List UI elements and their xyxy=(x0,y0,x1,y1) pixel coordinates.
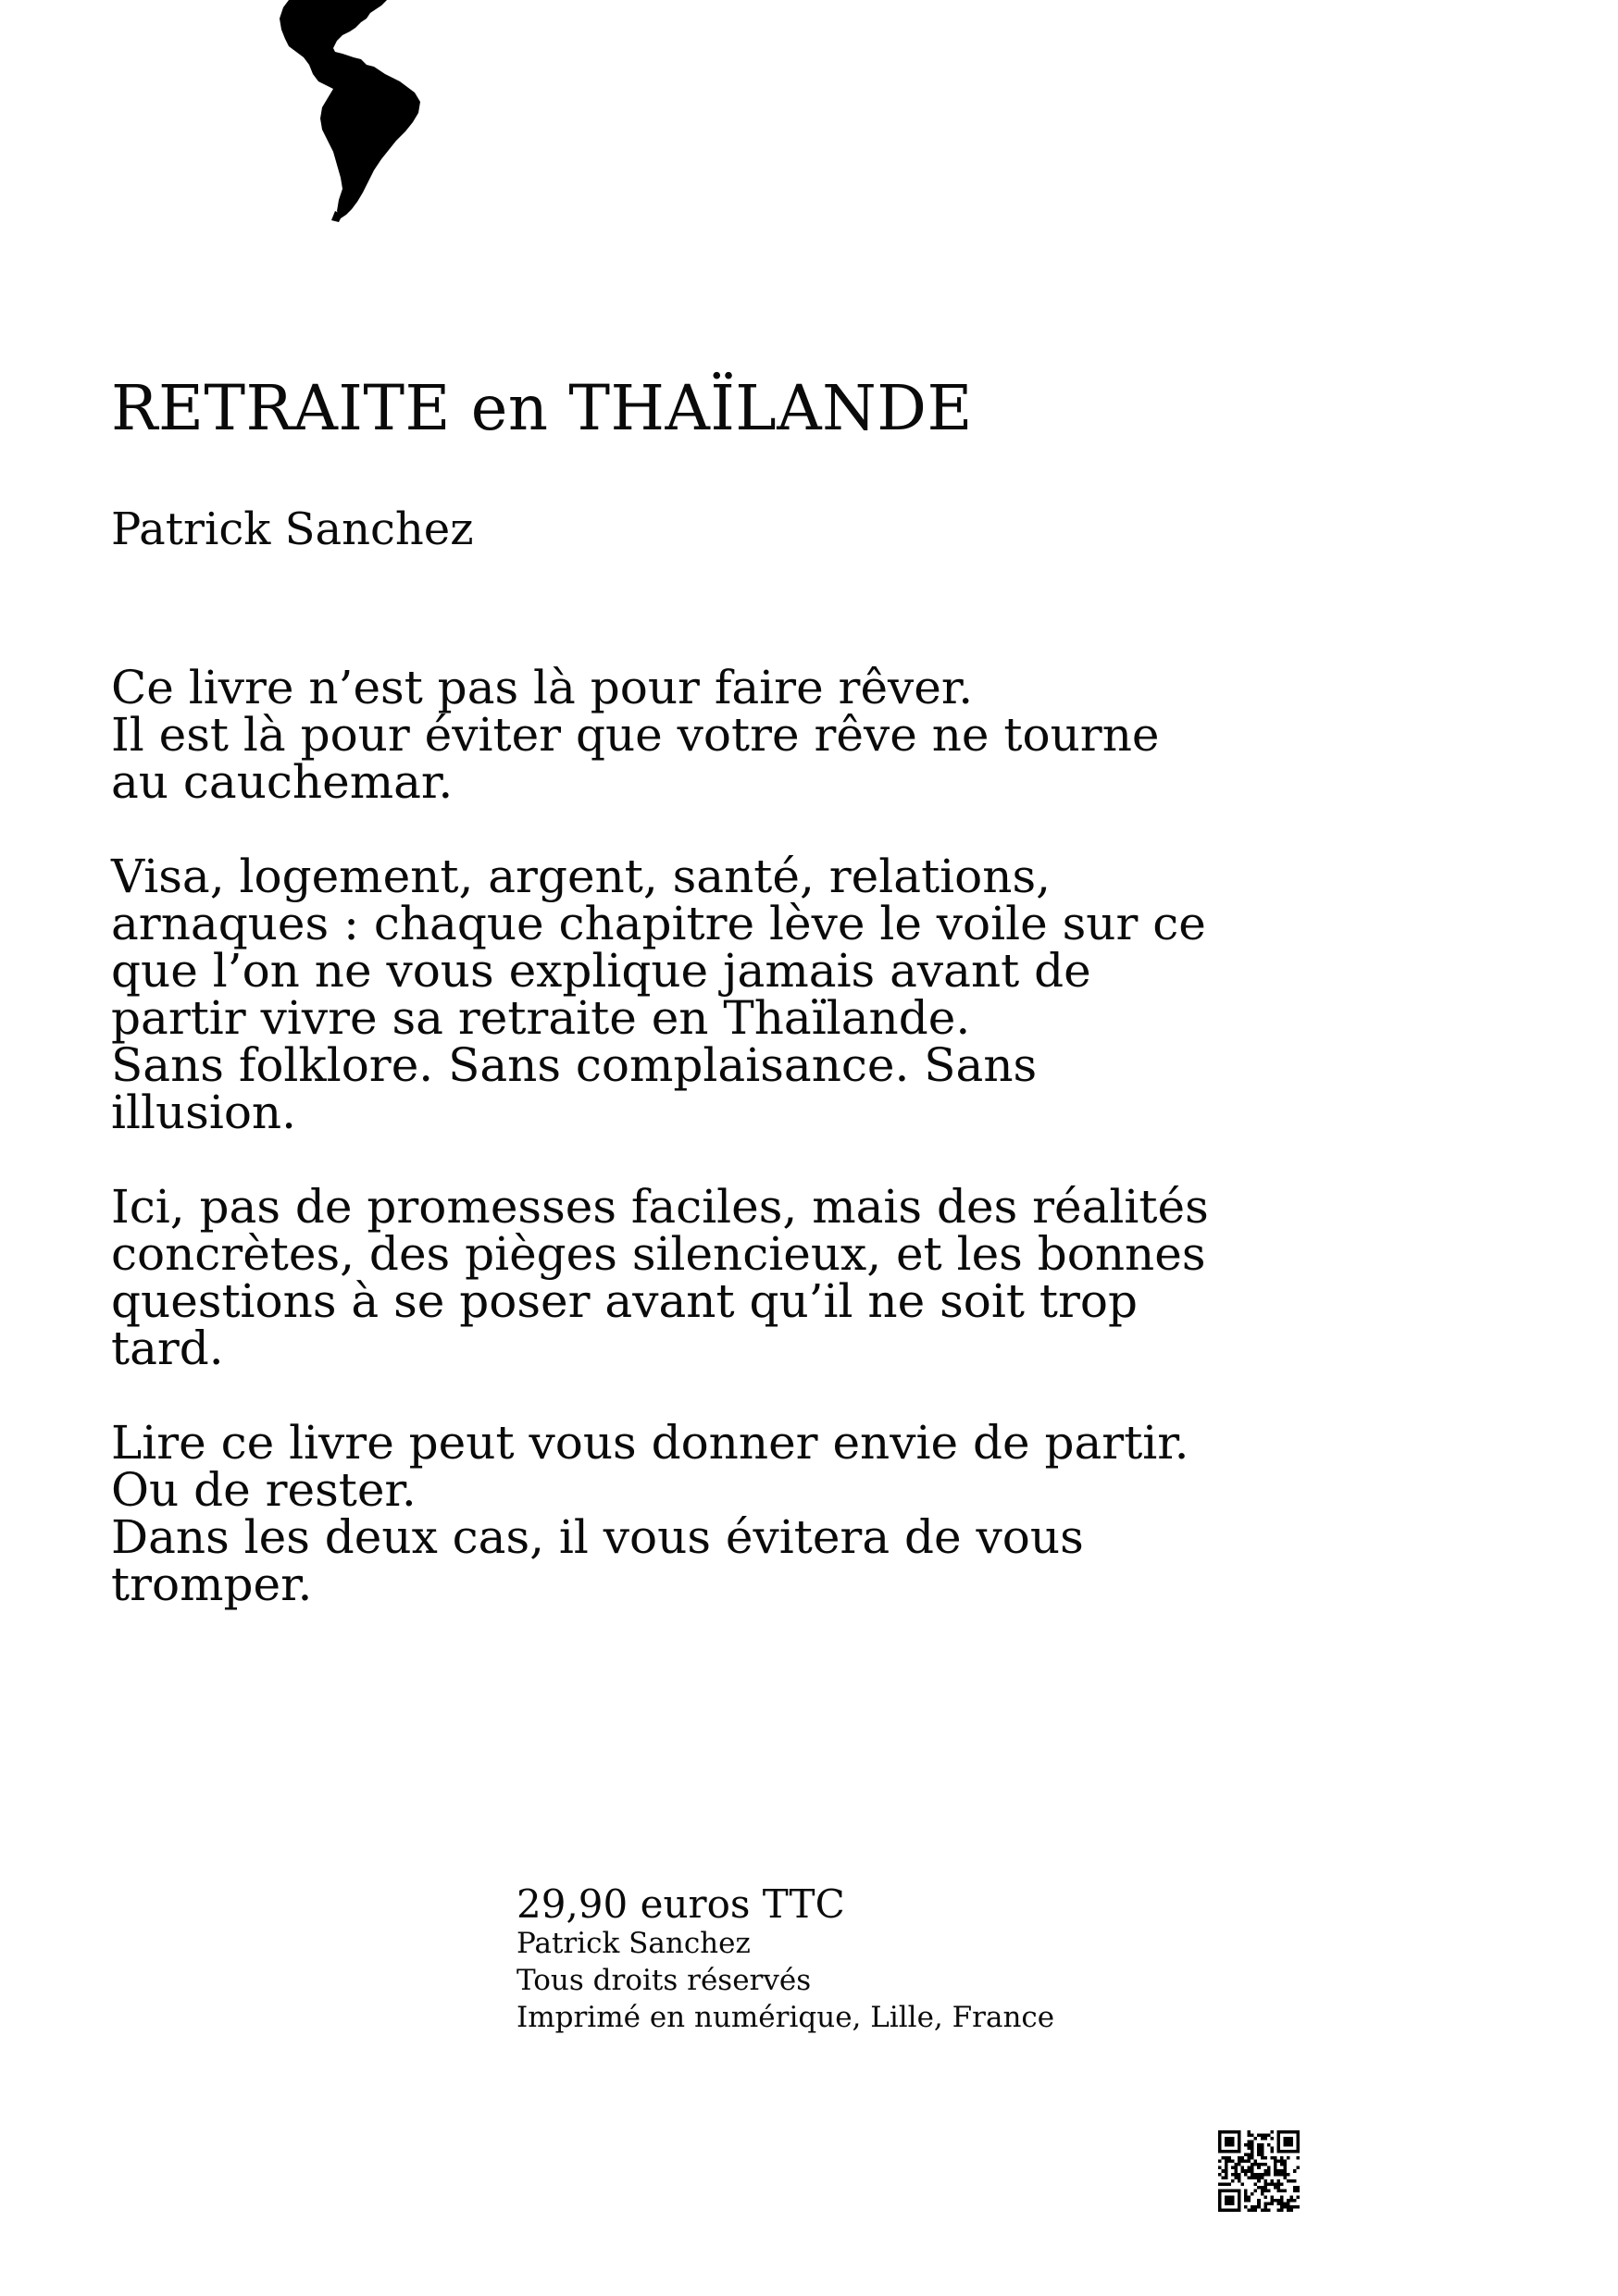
book-title: RETRAITE en THAÏLANDE xyxy=(111,372,973,444)
imprint-author: Patrick Sanchez xyxy=(517,1927,751,1960)
blurb-line: Ou de rester. xyxy=(111,1463,417,1517)
price-label: 29,90 euros TTC xyxy=(517,1881,845,1927)
blurb-line: tromper. xyxy=(111,1558,313,1611)
print-location: Imprimé en numérique, Lille, France xyxy=(517,2001,1055,2034)
blurb-line: Ce livre n’est pas là pour faire rêver. xyxy=(111,661,974,714)
qr-code-icon xyxy=(1218,2130,1300,2212)
blurb-line: Ici, pas de promesses faciles, mais des réalités xyxy=(111,1180,1209,1234)
blurb-line: concrètes, des pièges silencieux, et les bonnes xyxy=(111,1227,1206,1281)
blurb-paragraph xyxy=(111,1180,1268,1375)
blurb-line: partir vivre sa retraite en Thaïlande. xyxy=(111,991,971,1045)
americas-map-icon xyxy=(278,0,481,222)
blurb-line: Sans folklore. Sans complaisance. Sans xyxy=(111,1038,1038,1092)
blurb-paragraph xyxy=(111,1416,1268,1611)
blurb-line: Lire ce livre peut vous donner envie de partir. xyxy=(111,1416,1189,1470)
back-cover-blurb xyxy=(111,661,1268,1656)
blurb-line: que l’on ne vous explique jamais avant de xyxy=(111,944,1091,998)
blurb-line: Visa, logement, argent, santé, relations, xyxy=(111,850,1052,903)
blurb-line: illusion. xyxy=(111,1086,297,1139)
book-author: Patrick Sanchez xyxy=(111,503,474,555)
blurb-line: au cauchemar. xyxy=(111,755,454,809)
blurb-paragraph xyxy=(111,850,1268,1139)
blurb-line: Dans les deux cas, il vous évitera de vous xyxy=(111,1510,1084,1564)
imprint-block xyxy=(517,1881,1055,2036)
blurb-paragraph xyxy=(111,661,1268,809)
blurb-line: questions à se poser avant qu’il ne soit trop xyxy=(111,1274,1138,1328)
blurb-line: arnaques : chaque chapitre lève le voile sur ce xyxy=(111,897,1206,950)
blurb-line: tard. xyxy=(111,1322,224,1375)
blurb-line: Il est là pour éviter que votre rêve ne tourne xyxy=(111,708,1160,762)
rights-notice: Tous droits réservés xyxy=(517,1964,812,1997)
